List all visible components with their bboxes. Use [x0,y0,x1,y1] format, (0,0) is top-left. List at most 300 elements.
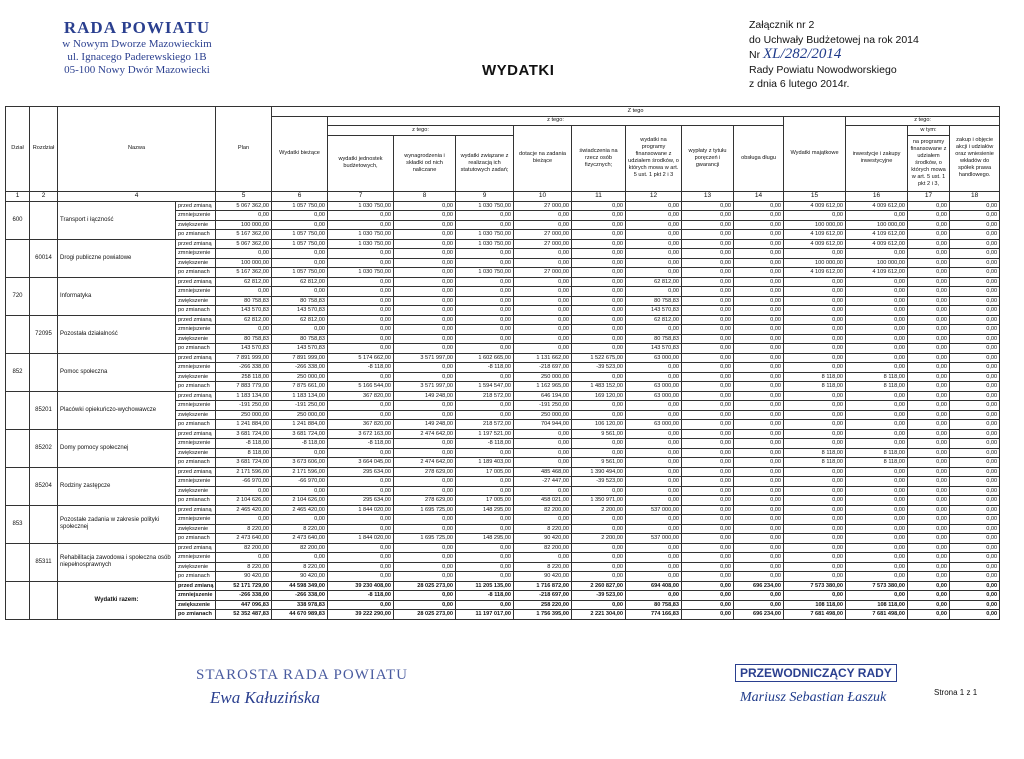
value-cell: 0,00 [572,543,626,553]
value-cell: 0,00 [734,315,784,325]
value-cell: 100 000,00 [846,220,908,230]
table-body [6,201,1000,619]
value-cell: 0,00 [328,220,394,230]
value-cell: 0,00 [734,591,784,601]
value-cell: 0,00 [626,477,682,487]
value-cell: 0,00 [734,306,784,316]
value-cell: 0,00 [572,201,626,211]
value-cell: -218 697,00 [514,591,572,601]
table-row [6,581,1000,591]
value-cell: 0,00 [572,277,626,287]
value-cell: 1 030 750,00 [456,230,514,240]
stamp-line-1: RADA POWIATU [63,18,211,37]
value-cell: 2 465 420,00 [272,505,328,515]
value-cell: 0,00 [908,534,950,544]
value-cell: 0,00 [846,505,908,515]
value-cell: 0,00 [216,211,272,221]
value-cell: 0,00 [950,572,1000,582]
value-cell: 258 220,00 [514,600,572,610]
name-cell: Pomoc społeczna [58,353,176,391]
value-cell: 0,00 [908,486,950,496]
value-cell: 0,00 [456,448,514,458]
value-cell: 2 474 642,00 [394,429,456,439]
value-cell: 0,00 [394,363,456,373]
annex-header [749,18,919,92]
value-cell: 0,00 [734,600,784,610]
th-inwestycje: inwestycje i zakupy inwestycyjne [846,126,908,192]
value-cell: 82 200,00 [514,543,572,553]
value-cell: 0,00 [626,429,682,439]
value-cell: -66 970,00 [272,477,328,487]
value-cell: 0,00 [908,372,950,382]
value-cell: 143 570,83 [626,306,682,316]
value-cell: 63 000,00 [626,420,682,430]
value-cell: 0,00 [908,410,950,420]
value-cell: 80 758,83 [216,334,272,344]
value-cell: 148 295,00 [456,534,514,544]
value-cell: 0,00 [908,610,950,620]
value-cell: 0,00 [846,410,908,420]
dzial-cell: 853 [6,505,30,543]
value-cell: 0,00 [846,524,908,534]
value-cell: 0,00 [514,306,572,316]
value-cell: 0,00 [734,230,784,240]
value-cell: -8 118,00 [456,591,514,601]
value-cell: 0,00 [572,306,626,316]
value-cell: 0,00 [394,344,456,354]
dzial-cell: 600 [6,201,30,239]
value-cell: 0,00 [734,467,784,477]
value-cell: 3 571 997,00 [394,353,456,363]
value-cell: 0,00 [908,600,950,610]
value-cell: 0,00 [950,334,1000,344]
value-cell: 143 570,83 [272,306,328,316]
value-cell: 1 030 750,00 [456,239,514,249]
value-cell: 5 174 662,00 [328,353,394,363]
th-dlug: obsługa długu [734,126,784,192]
value-cell: 4 009 612,00 [846,239,908,249]
chairman-stamp: PRZEWODNICZĄCY RADY [735,664,897,682]
value-cell: 0,00 [456,553,514,563]
value-cell: -8 118,00 [328,591,394,601]
value-cell: 0,00 [572,334,626,344]
value-cell: 5 067 362,00 [216,201,272,211]
value-cell: 0,00 [394,230,456,240]
value-cell: 0,00 [626,372,682,382]
row-label: przed zmianą [176,581,216,591]
value-cell: 704 944,00 [514,420,572,430]
value-cell: 143 570,83 [216,306,272,316]
value-cell: 2 473 640,00 [216,534,272,544]
value-cell: 0,00 [846,420,908,430]
value-cell: 0,00 [394,477,456,487]
value-cell: 0,00 [846,429,908,439]
value-cell: 1 844 020,00 [328,534,394,544]
value-cell: 0,00 [734,515,784,525]
row-label: przed zmianą [176,467,216,477]
value-cell: 0,00 [456,401,514,411]
value-cell: 0,00 [950,268,1000,278]
rozdzial-cell: 85201 [30,391,58,429]
value-cell: 0,00 [734,543,784,553]
annex-council: Rady Powiatu Nowodworskiego [749,63,897,76]
value-cell: 0,00 [950,496,1000,506]
value-cell: 0,00 [784,562,846,572]
value-cell: 100 000,00 [216,258,272,268]
value-cell: 0,00 [626,439,682,449]
value-cell: 1 756 395,00 [514,610,572,620]
value-cell: 0,00 [908,524,950,534]
value-cell: 250 000,00 [272,372,328,382]
th-ue: wydatki na programy finansowane z udziałem środków, o których mowa w art. 5 ust. 1 pkt 2 i 3 [626,126,682,192]
value-cell: 0,00 [216,486,272,496]
value-cell: 0,00 [682,287,734,297]
value-cell: 0,00 [626,410,682,420]
value-cell: 0,00 [950,505,1000,515]
value-cell: 0,00 [908,448,950,458]
value-cell: 0,00 [846,353,908,363]
value-cell: 0,00 [514,325,572,335]
value-cell: 52 352 487,83 [216,610,272,620]
value-cell: 0,00 [950,258,1000,268]
value-cell: 0,00 [734,562,784,572]
value-cell: 0,00 [846,477,908,487]
value-cell: 696 234,00 [734,610,784,620]
value-cell: 0,00 [846,534,908,544]
value-cell: 8 220,00 [514,562,572,572]
value-cell: 2 104 626,00 [272,496,328,506]
th-rozdzial: Rozdział [30,107,58,192]
value-cell: 0,00 [572,486,626,496]
value-cell: 0,00 [328,315,394,325]
value-cell: 0,00 [394,220,456,230]
value-cell: 1 131 662,00 [514,353,572,363]
value-cell: 0,00 [784,353,846,363]
value-cell: 1 030 750,00 [328,239,394,249]
value-cell: 295 634,00 [328,496,394,506]
value-cell: 0,00 [846,249,908,259]
value-cell: 0,00 [682,600,734,610]
stamp-bottom-org: RADA POWIATU [283,667,408,683]
value-cell: 0,00 [846,439,908,449]
value-cell: 80 758,83 [626,296,682,306]
value-cell: 90 420,00 [514,534,572,544]
value-cell: 0,00 [394,277,456,287]
value-cell: 0,00 [784,391,846,401]
row-label: zwiększenie [176,220,216,230]
value-cell: 28 025 273,00 [394,581,456,591]
value-cell: 39 230 408,00 [328,581,394,591]
value-cell: 80 758,83 [626,600,682,610]
rozdzial-cell: 72095 [30,315,58,353]
dzial-cell [6,315,30,353]
value-cell: 0,00 [734,505,784,515]
value-cell: 1 241 884,00 [272,420,328,430]
value-cell: 1 594 547,00 [456,382,514,392]
value-cell: 44 598 349,00 [272,581,328,591]
value-cell: 0,00 [328,524,394,534]
value-cell: 0,00 [908,287,950,297]
row-label: przed zmianą [176,201,216,211]
signature-right: Mariusz Sebastian Łaszuk [740,690,887,705]
value-cell: 0,00 [682,505,734,515]
value-cell: 62 812,00 [216,277,272,287]
value-cell: 0,00 [514,458,572,468]
value-cell: -66 970,00 [216,477,272,487]
value-cell: 0,00 [328,344,394,354]
rozdzial-cell [30,201,58,239]
value-cell: 108 118,00 [846,600,908,610]
starosta-stamp [196,667,408,684]
value-cell: -8 118,00 [328,439,394,449]
value-cell: 0,00 [908,591,950,601]
value-cell: 0,00 [784,306,846,316]
row-label: zmniejszenie [176,515,216,525]
value-cell: 2 474 642,00 [394,458,456,468]
value-cell: 0,00 [908,477,950,487]
value-cell: 0,00 [950,315,1000,325]
value-cell: 0,00 [682,363,734,373]
value-cell: 0,00 [394,334,456,344]
value-cell: -8 118,00 [328,363,394,373]
value-cell: 4 109 612,00 [784,230,846,240]
value-cell: 0,00 [908,334,950,344]
value-cell: 0,00 [682,553,734,563]
column-number: 4 [58,191,216,201]
value-cell: 0,00 [626,591,682,601]
value-cell: 0,00 [328,486,394,496]
value-cell: 0,00 [272,486,328,496]
column-number: 14 [734,191,784,201]
value-cell: 0,00 [456,258,514,268]
value-cell: 82 200,00 [514,505,572,515]
value-cell: 0,00 [682,591,734,601]
value-cell: 0,00 [626,268,682,278]
value-cell: 0,00 [682,353,734,363]
value-cell: 0,00 [950,287,1000,297]
value-cell: 250 000,00 [272,410,328,420]
value-cell: 7 891 999,00 [216,353,272,363]
value-cell: 0,00 [784,467,846,477]
value-cell: 149 248,00 [394,420,456,430]
value-cell: 8 118,00 [216,448,272,458]
value-cell: 0,00 [682,439,734,449]
row-label: przed zmianą [176,391,216,401]
value-cell: 17 005,00 [456,496,514,506]
column-number: 8 [394,191,456,201]
value-cell: 338 978,83 [272,600,328,610]
value-cell: 0,00 [734,344,784,354]
value-cell: 0,00 [514,220,572,230]
value-cell: 0,00 [394,562,456,572]
value-cell: 8 220,00 [216,562,272,572]
value-cell: 1 241 884,00 [216,420,272,430]
value-cell: 0,00 [908,315,950,325]
value-cell: 0,00 [734,201,784,211]
value-cell: 2 104 626,00 [216,496,272,506]
value-cell: 39 222 290,00 [328,610,394,620]
value-cell: 0,00 [950,401,1000,411]
value-cell: 0,00 [514,448,572,458]
value-cell: 0,00 [572,315,626,325]
value-cell: 0,00 [846,496,908,506]
value-cell: 0,00 [272,325,328,335]
value-cell: 0,00 [394,401,456,411]
value-cell: 8 220,00 [514,524,572,534]
value-cell: 0,00 [734,458,784,468]
value-cell: 0,00 [394,315,456,325]
value-cell: 0,00 [784,524,846,534]
value-cell: 0,00 [734,211,784,221]
value-cell: 0,00 [572,553,626,563]
value-cell: 0,00 [784,401,846,411]
value-cell: 0,00 [950,230,1000,240]
column-number: 2 [30,191,58,201]
row-label: zmniejszenie [176,249,216,259]
value-cell: 0,00 [572,220,626,230]
value-cell: 0,00 [394,268,456,278]
stamp-bottom-text: STAROSTA [196,667,279,683]
row-label: zmniejszenie [176,287,216,297]
value-cell: 143 570,83 [216,344,272,354]
value-cell: 0,00 [784,515,846,525]
value-cell: 0,00 [456,477,514,487]
value-cell: 0,00 [908,353,950,363]
value-cell: 0,00 [682,201,734,211]
value-cell: 0,00 [626,562,682,572]
value-cell: 0,00 [734,420,784,430]
value-cell: 0,00 [950,486,1000,496]
th-z-tego-top: Z tego [272,107,1000,117]
value-cell: 0,00 [784,211,846,221]
rozdzial-cell [30,505,58,543]
column-number: 12 [626,191,682,201]
value-cell: 0,00 [950,220,1000,230]
value-cell: 0,00 [328,306,394,316]
value-cell: 0,00 [456,249,514,259]
value-cell: 0,00 [950,382,1000,392]
value-cell: 0,00 [950,211,1000,221]
value-cell: 8 118,00 [784,458,846,468]
value-cell: 149 248,00 [394,391,456,401]
column-number: 13 [682,191,734,201]
row-label: zmniejszenie [176,401,216,411]
th-wynagrodzenia: wynagrodzenia i składki od nich naliczane [394,135,456,191]
value-cell: 0,00 [682,467,734,477]
value-cell: -266 338,00 [272,591,328,601]
value-cell: 0,00 [846,277,908,287]
value-cell: 0,00 [908,553,950,563]
value-cell: 0,00 [682,220,734,230]
value-cell: 0,00 [682,268,734,278]
value-cell: 0,00 [734,353,784,363]
rozdzial-cell [30,353,58,391]
expenses-table-wrapper [5,106,999,620]
value-cell: 0,00 [514,277,572,287]
value-cell: 0,00 [216,325,272,335]
value-cell: 0,00 [626,249,682,259]
value-cell: 0,00 [514,249,572,259]
row-label: zwiększenie [176,296,216,306]
value-cell: 0,00 [950,543,1000,553]
value-cell: 3 673 606,00 [272,458,328,468]
value-cell: 0,00 [514,315,572,325]
document-title: WYDATKI [482,62,555,79]
value-cell: 0,00 [682,391,734,401]
value-cell: 278 629,00 [394,467,456,477]
th-w-tym: w tym: [908,126,950,136]
value-cell: 0,00 [394,325,456,335]
rozdzial-cell: 85311 [30,543,58,581]
value-cell: 0,00 [908,515,950,525]
value-cell: 0,00 [626,467,682,477]
value-cell: 0,00 [908,382,950,392]
value-cell: 0,00 [734,363,784,373]
value-cell: 0,00 [734,410,784,420]
value-cell: 0,00 [456,296,514,306]
value-cell: 100 000,00 [784,220,846,230]
row-label: przed zmianą [176,429,216,439]
row-label: zwiększenie [176,486,216,496]
value-cell: 0,00 [846,572,908,582]
value-cell: 0,00 [216,287,272,297]
value-cell: 0,00 [572,524,626,534]
rozdzial-cell: 60014 [30,239,58,277]
name-cell: Pozostała działalność [58,315,176,353]
column-number: 6 [272,191,328,201]
dzial-cell [6,467,30,505]
value-cell: 0,00 [908,344,950,354]
value-cell: 0,00 [682,496,734,506]
value-cell: 0,00 [682,610,734,620]
value-cell: 0,00 [908,258,950,268]
value-cell: 1 030 750,00 [456,201,514,211]
row-label: po zmianach [176,306,216,316]
value-cell: 0,00 [626,211,682,221]
value-cell: 0,00 [908,420,950,430]
value-cell: 0,00 [734,287,784,297]
dzial-cell [6,239,30,277]
value-cell: 0,00 [734,249,784,259]
value-cell: 0,00 [846,211,908,221]
value-cell: 0,00 [846,306,908,316]
value-cell: 485 468,00 [514,467,572,477]
value-cell: 0,00 [908,211,950,221]
value-cell: 0,00 [950,524,1000,534]
value-cell: 8 220,00 [272,524,328,534]
value-cell: 0,00 [514,211,572,221]
value-cell: 0,00 [734,429,784,439]
value-cell: 0,00 [846,363,908,373]
value-cell: 0,00 [572,230,626,240]
value-cell: 0,00 [734,258,784,268]
value-cell: 0,00 [456,372,514,382]
value-cell: 80 758,83 [626,334,682,344]
value-cell: 7 875 661,00 [272,382,328,392]
value-cell: 0,00 [272,211,328,221]
value-cell: 0,00 [682,296,734,306]
value-cell: 2 473 640,00 [272,534,328,544]
value-cell: 0,00 [572,344,626,354]
value-cell: 0,00 [572,448,626,458]
value-cell: 0,00 [734,391,784,401]
value-cell: 0,00 [456,515,514,525]
value-cell: 0,00 [626,524,682,534]
value-cell: 0,00 [784,277,846,287]
annex-number: Załącznik nr 2 [749,19,815,31]
value-cell: 7 681 498,00 [846,610,908,620]
value-cell: 9 561,00 [572,458,626,468]
